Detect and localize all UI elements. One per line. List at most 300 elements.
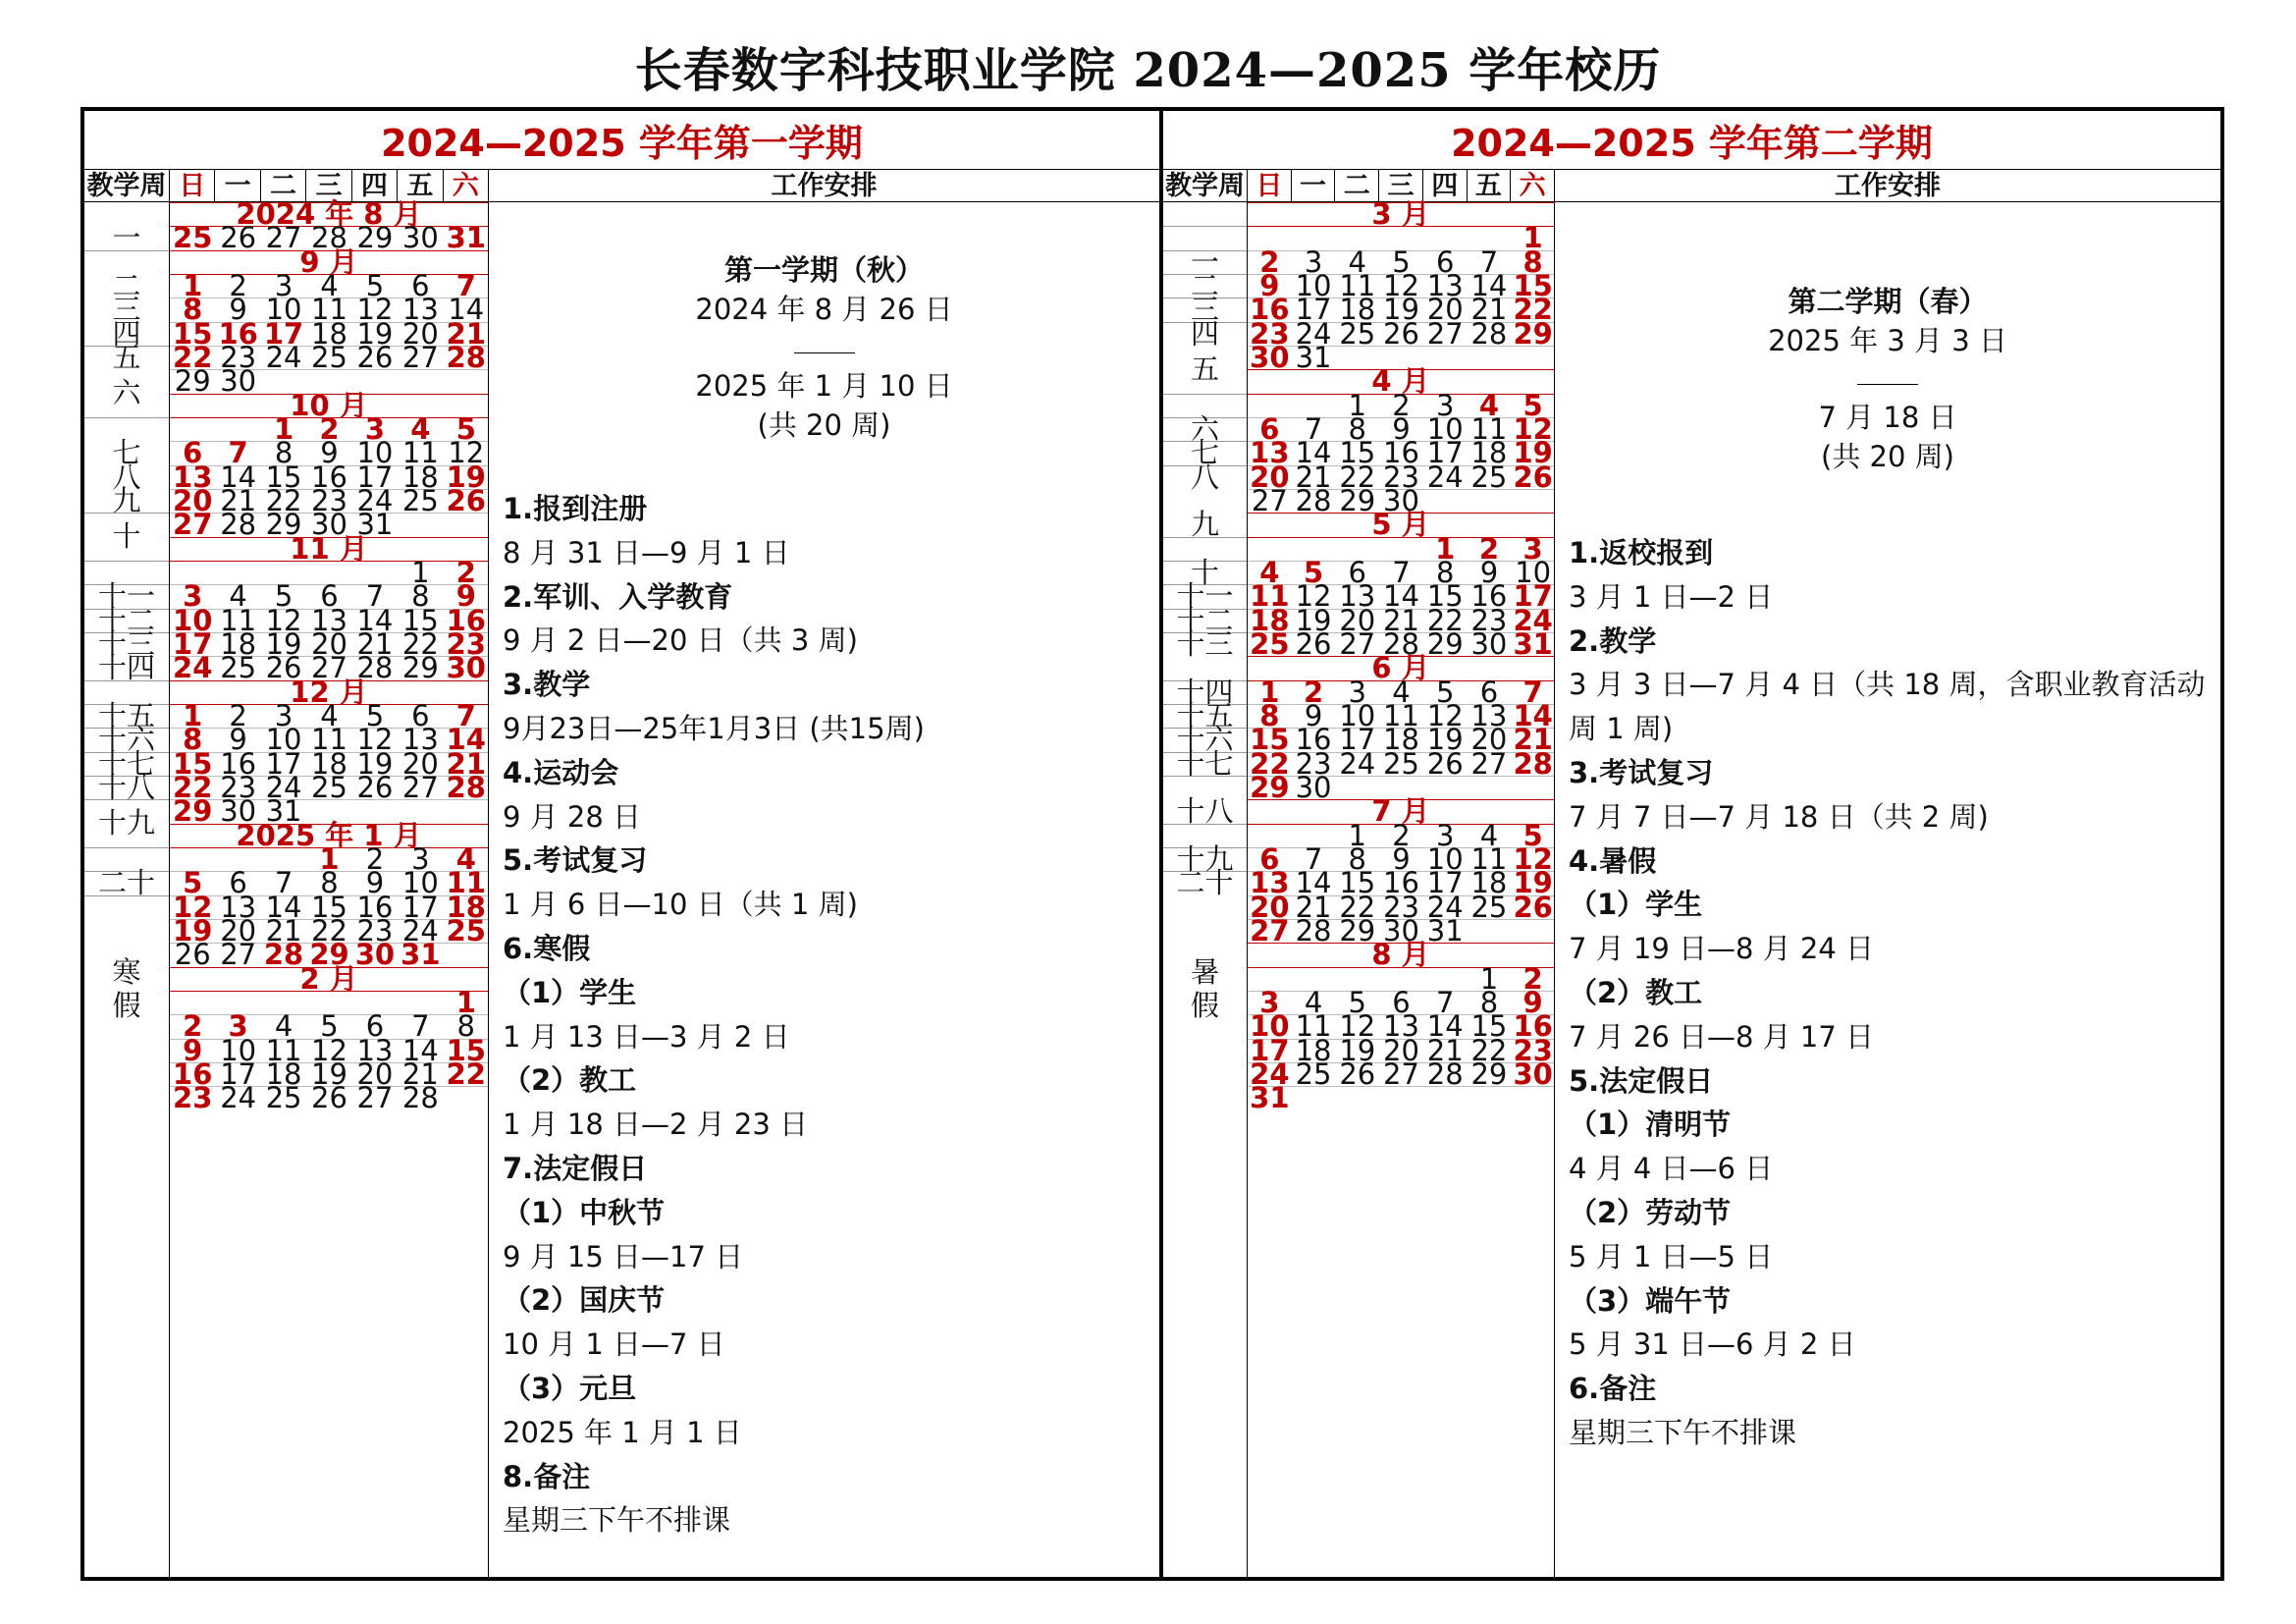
week-label: 二十 xyxy=(1176,866,1234,900)
day-cell: 28 xyxy=(1295,483,1332,517)
day-cell: 17 xyxy=(1295,293,1332,327)
day-cell: 31 xyxy=(356,508,394,542)
day-cell: 21 xyxy=(1383,603,1419,637)
day-cell: 25 xyxy=(1339,316,1376,351)
day-cell: 26 xyxy=(446,483,486,517)
day-cell: 19 xyxy=(1383,293,1419,327)
header-day-5: 五 xyxy=(398,170,443,202)
day-cell: 26 xyxy=(311,1081,347,1115)
term-dash xyxy=(794,352,855,353)
week-label: 十九 xyxy=(1176,841,1234,876)
day-cell: 8 xyxy=(411,579,430,614)
day-cell: 5 xyxy=(365,698,385,732)
header-work-label: 工作安排 xyxy=(489,170,1159,202)
day-cell: 22 xyxy=(1470,1033,1508,1067)
week-label: 六 xyxy=(112,376,141,410)
week-label: 十 xyxy=(1190,555,1219,589)
day-cell: 21 xyxy=(356,626,394,661)
day-cell: 3 xyxy=(364,411,386,446)
day-cell: 27 xyxy=(401,340,439,374)
day-cell: 2 xyxy=(1392,818,1411,852)
day-cell: 2 xyxy=(183,1009,203,1044)
day-cell: 17 xyxy=(1339,723,1376,757)
work-item: 10 月 1 日—7 日 xyxy=(503,1327,725,1362)
day-cell: 27 xyxy=(356,1081,394,1115)
day-cell: 7 xyxy=(1304,841,1323,876)
work-item: 1 月 6 日—10 日（共 1 周) xyxy=(503,888,858,922)
vacation-label xyxy=(84,955,169,1022)
day-cell: 11 xyxy=(401,436,439,470)
day-cell: 17 xyxy=(220,1056,257,1091)
day-cell: 28 xyxy=(1513,746,1553,781)
day-cell: 25 xyxy=(1470,890,1508,924)
day-cell: 28 xyxy=(1426,1056,1464,1091)
week-label: 二十 xyxy=(97,866,155,900)
day-cell: 7 xyxy=(1392,555,1411,589)
day-cell: 4 xyxy=(1478,388,1500,422)
day-cell: 26 xyxy=(1513,890,1553,924)
day-cell: 14 xyxy=(1383,579,1419,614)
day-cell: 13 xyxy=(1339,579,1376,614)
day-cell: 27 xyxy=(1250,913,1290,947)
semester-2-title: 2024—2025 学年第二学期 xyxy=(1163,111,2220,170)
day-cell: 3 xyxy=(274,268,294,302)
day-cell: 13 xyxy=(1426,268,1464,302)
month-label: 4 月 xyxy=(1371,364,1430,399)
day-cell: 8 xyxy=(1522,244,1543,279)
day-cell: 14 xyxy=(1426,1009,1464,1044)
day-cell: 6 xyxy=(1435,244,1455,279)
day-cell: 31 xyxy=(1295,340,1332,374)
day-cell: 25 xyxy=(1295,1056,1332,1091)
day-cell: 16 xyxy=(1383,436,1419,470)
day-cell: 31 xyxy=(265,794,302,829)
header-day-3: 三 xyxy=(306,170,351,202)
vacation-char: 暑 xyxy=(1190,954,1219,989)
day-cell: 9 xyxy=(1522,985,1543,1019)
day-cell: 17 xyxy=(173,626,213,661)
week-row-line xyxy=(1163,394,1247,395)
calendar-grid xyxy=(170,197,489,1577)
day-cell: 6 xyxy=(411,698,430,732)
semester-2-panel xyxy=(1163,111,2220,1577)
day-cell: 14 xyxy=(220,460,257,494)
week-label: 十五 xyxy=(97,698,155,732)
day-cell: 5 xyxy=(1522,388,1543,422)
day-cell: 1 xyxy=(1348,388,1366,422)
day-cell: 13 xyxy=(401,723,439,757)
day-cell: 18 xyxy=(446,890,486,924)
day-cell: 22 xyxy=(265,483,302,517)
day-cell: 10 xyxy=(1426,411,1464,446)
semester-1-panel xyxy=(84,111,1159,1577)
day-cell: 17 xyxy=(1250,1033,1290,1067)
header-day-6: 六 xyxy=(1511,170,1555,202)
day-cell: 19 xyxy=(311,1056,347,1091)
work-item: 4 月 4 日—6 日 xyxy=(1569,1152,1774,1186)
work-item: 9 月 28 日 xyxy=(503,799,642,834)
day-cell: 18 xyxy=(220,626,257,661)
day-cell: 12 xyxy=(1339,1009,1376,1044)
day-cell: 10 xyxy=(265,723,302,757)
day-cell: 15 xyxy=(265,460,302,494)
day-cell: 6 xyxy=(365,1009,385,1044)
day-cell: 27 xyxy=(265,221,302,255)
day-cell: 10 xyxy=(265,293,302,327)
page-title: 长春数字科技职业学院 2024—2025 学年校历 xyxy=(634,43,1662,98)
day-cell: 16 xyxy=(356,890,394,924)
day-cell: 12 xyxy=(173,890,213,924)
work-item: 7 月 26 日—8 月 17 日 xyxy=(1569,1019,1875,1054)
day-cell: 19 xyxy=(1513,866,1553,900)
header-day-1: 一 xyxy=(1292,170,1336,202)
day-cell: 23 xyxy=(1295,746,1332,781)
day-cell: 30 xyxy=(1383,483,1419,517)
day-cell: 13 xyxy=(1250,436,1290,470)
day-cell: 18 xyxy=(1470,866,1508,900)
day-cell: 5 xyxy=(365,268,385,302)
day-cell: 27 xyxy=(1470,746,1508,781)
day-cell: 2 xyxy=(1522,961,1543,996)
day-cell: 7 xyxy=(455,268,476,302)
day-cell: 30 xyxy=(1513,1056,1553,1091)
day-cell: 13 xyxy=(1470,698,1508,732)
day-cell: 12 xyxy=(356,723,394,757)
day-cell: 24 xyxy=(1513,603,1553,637)
week-label: 十三 xyxy=(97,626,155,661)
day-cell: 15 xyxy=(173,316,213,351)
day-cell: 4 xyxy=(274,1009,294,1044)
work-item: （1）清明节 xyxy=(1569,1108,1732,1142)
day-cell: 6 xyxy=(1479,675,1499,709)
day-cell: 5 xyxy=(274,579,294,614)
week-label: 十七 xyxy=(1176,746,1234,781)
day-cell: 14 xyxy=(356,603,394,637)
work-item: （3）元旦 xyxy=(503,1372,637,1405)
day-cell: 4 xyxy=(410,411,431,446)
day-cell: 24 xyxy=(265,340,302,374)
header-day-5: 五 xyxy=(1468,170,1512,202)
day-cell: 21 xyxy=(1426,1033,1464,1067)
day-cell: 8 xyxy=(456,1009,475,1044)
week-row-line xyxy=(84,847,169,848)
day-cell: 3 xyxy=(1348,675,1366,709)
work-item: 5.考试复习 xyxy=(503,843,648,878)
day-cell: 28 xyxy=(1295,913,1332,947)
day-cell: 25 xyxy=(401,483,439,517)
day-cell: 15 xyxy=(173,746,213,781)
day-cell: 8 xyxy=(1479,985,1499,1019)
day-cell: 19 xyxy=(446,460,486,494)
day-cell: 24 xyxy=(265,770,302,804)
day-cell: 23 xyxy=(1383,890,1419,924)
day-cell: 1 xyxy=(319,841,340,876)
day-cell: 28 xyxy=(401,1081,439,1115)
day-cell: 24 xyxy=(1339,746,1376,781)
header-week-label: 教学周 xyxy=(1163,170,1248,202)
day-cell: 28 xyxy=(1470,316,1508,351)
day-cell: 8 xyxy=(320,866,339,900)
day-cell: 4 xyxy=(1392,675,1411,709)
day-cell: 17 xyxy=(1426,436,1464,470)
day-cell: 1 xyxy=(455,985,476,1019)
month-label: 10 月 xyxy=(290,388,368,422)
day-cell: 14 xyxy=(401,1033,439,1067)
day-cell: 16 xyxy=(173,1056,213,1091)
work-item: （2）劳动节 xyxy=(1569,1196,1732,1229)
day-cell: 2 xyxy=(1478,531,1500,566)
day-cell: 3 xyxy=(183,579,203,614)
day-cell: 28 xyxy=(263,938,304,972)
day-cell: 13 xyxy=(401,293,439,327)
work-item: 5 月 31 日—6 月 2 日 xyxy=(1569,1327,1856,1362)
month-label: 2024 年 8 月 xyxy=(236,197,422,231)
day-cell: 27 xyxy=(401,770,439,804)
day-cell: 8 xyxy=(274,436,294,470)
day-cell: 1 xyxy=(1435,531,1456,566)
day-cell: 10 xyxy=(1426,841,1464,876)
day-cell: 23 xyxy=(1383,460,1419,494)
header-day-3: 三 xyxy=(1379,170,1423,202)
day-cell: 2 xyxy=(1259,244,1280,279)
header-day-0: 日 xyxy=(1248,170,1292,202)
day-cell: 21 xyxy=(401,1056,439,1091)
day-cell: 21 xyxy=(220,483,257,517)
day-cell: 19 xyxy=(356,746,394,781)
week-label: 四 xyxy=(1190,316,1219,351)
day-cell: 24 xyxy=(1426,460,1464,494)
day-cell: 11 xyxy=(311,293,347,327)
day-cell: 7 xyxy=(411,1009,430,1044)
day-cell: 6 xyxy=(411,268,430,302)
header-day-2: 二 xyxy=(1335,170,1379,202)
term-heading: 第一学期（秋） xyxy=(723,253,924,287)
day-cell: 26 xyxy=(1426,746,1464,781)
day-cell: 7 xyxy=(228,436,248,470)
day-cell: 15 xyxy=(1250,723,1290,757)
day-cell: 21 xyxy=(1513,723,1553,757)
day-cell: 7 xyxy=(1522,675,1543,709)
day-cell: 9 xyxy=(365,866,385,900)
day-cell: 27 xyxy=(1383,1056,1419,1091)
day-cell: 30 xyxy=(311,508,347,542)
term-start: 2024 年 8 月 26 日 xyxy=(695,293,953,326)
day-cell: 25 xyxy=(265,1081,302,1115)
month-label: 11 月 xyxy=(290,531,368,566)
day-cell: 10 xyxy=(1515,555,1552,589)
day-cell: 2 xyxy=(319,411,340,446)
day-cell: 8 xyxy=(183,723,203,757)
day-cell: 11 xyxy=(1383,698,1419,732)
day-cell: 11 xyxy=(1295,1009,1332,1044)
work-item: （1）学生 xyxy=(503,975,637,1009)
work-item: （2）教工 xyxy=(1569,976,1703,1009)
day-cell: 21 xyxy=(446,746,486,781)
day-cell: 21 xyxy=(1295,460,1332,494)
work-item: （2）教工 xyxy=(503,1063,637,1098)
day-cell: 11 xyxy=(265,1033,302,1067)
day-cell: 16 xyxy=(311,460,347,494)
term-heading: 第二学期（春） xyxy=(1788,285,1988,318)
day-cell: 25 xyxy=(311,770,347,804)
day-cell: 4 xyxy=(320,698,339,732)
day-cell: 23 xyxy=(1513,1033,1553,1067)
day-cell: 2 xyxy=(1392,388,1411,422)
day-cell: 26 xyxy=(356,770,394,804)
day-cell: 30 xyxy=(446,651,486,685)
header-day-6: 六 xyxy=(444,170,489,202)
week-label: 十 xyxy=(112,519,141,554)
day-cell: 3 xyxy=(1435,818,1455,852)
term-end: 2025 年 1 月 10 日 xyxy=(695,369,953,403)
day-cell: 9 xyxy=(1392,841,1411,876)
day-cell: 26 xyxy=(1339,1056,1376,1091)
week-label: 十二 xyxy=(1176,603,1234,637)
day-cell: 24 xyxy=(220,1081,257,1115)
week-label: 三 xyxy=(1190,293,1219,327)
day-cell: 6 xyxy=(1259,411,1280,446)
day-cell: 14 xyxy=(265,890,302,924)
day-cell: 31 xyxy=(400,938,441,972)
day-cell: 15 xyxy=(1513,268,1553,302)
week-label: 七 xyxy=(112,436,141,470)
day-cell: 13 xyxy=(173,460,213,494)
day-cell: 12 xyxy=(1383,268,1419,302)
day-cell: 8 xyxy=(1259,698,1280,732)
day-cell: 17 xyxy=(1426,866,1464,900)
work-item: （1）学生 xyxy=(1569,888,1703,922)
day-cell: 9 xyxy=(1479,555,1499,589)
day-cell: 12 xyxy=(1426,698,1464,732)
work-item: 5 月 1 日—5 日 xyxy=(1569,1239,1774,1273)
day-cell: 25 xyxy=(220,651,257,685)
day-cell: 23 xyxy=(173,1081,213,1115)
day-cell: 11 xyxy=(1339,268,1376,302)
day-cell: 15 xyxy=(1339,436,1376,470)
day-cell: 12 xyxy=(356,293,394,327)
day-cell: 4 xyxy=(1348,244,1366,279)
header-day-0: 日 xyxy=(170,170,215,202)
day-cell: 4 xyxy=(455,841,476,876)
day-cell: 30 xyxy=(401,221,439,255)
day-cell: 5 xyxy=(1348,985,1366,1019)
day-cell: 26 xyxy=(1383,316,1419,351)
day-cell: 5 xyxy=(1392,244,1411,279)
day-cell: 1 xyxy=(1522,221,1543,255)
month-label: 3 月 xyxy=(1371,197,1430,231)
day-cell: 22 xyxy=(1339,460,1376,494)
day-cell: 20 xyxy=(1250,460,1290,494)
day-cell: 12 xyxy=(265,603,302,637)
day-cell: 13 xyxy=(356,1033,394,1067)
week-label: 十六 xyxy=(1176,723,1234,757)
header-day-1: 一 xyxy=(215,170,260,202)
day-cell: 31 xyxy=(446,221,486,255)
day-cell: 7 xyxy=(365,579,385,614)
day-cell: 1 xyxy=(1479,961,1499,996)
work-item: 4.运动会 xyxy=(503,755,619,789)
day-cell: 16 xyxy=(1250,293,1290,327)
day-cell: 4 xyxy=(1304,985,1323,1019)
week-column xyxy=(1163,202,1248,1577)
day-cell: 28 xyxy=(220,508,257,542)
day-cell: 30 xyxy=(220,794,257,829)
day-cell: 29 xyxy=(1339,913,1376,947)
day-cell: 23 xyxy=(220,770,257,804)
day-cell: 21 xyxy=(265,913,302,947)
day-cell: 27 xyxy=(311,651,347,685)
day-cell: 30 xyxy=(1470,626,1508,661)
day-cell: 25 xyxy=(311,340,347,374)
day-cell: 27 xyxy=(1426,316,1464,351)
day-cell: 26 xyxy=(356,340,394,374)
term-start: 2025 年 3 月 3 日 xyxy=(1768,324,2007,357)
day-cell: 23 xyxy=(446,626,486,661)
work-item: 6.备注 xyxy=(1569,1372,1657,1406)
day-cell: 6 xyxy=(1259,841,1280,876)
week-label: 八 xyxy=(1190,460,1219,494)
day-cell: 9 xyxy=(1304,698,1323,732)
day-cell: 20 xyxy=(1339,603,1376,637)
day-cell: 24 xyxy=(173,651,213,685)
term-total: (共 20 周) xyxy=(1821,440,1954,473)
week-label: 十一 xyxy=(97,579,155,614)
work-item: （3）端午节 xyxy=(1569,1283,1732,1318)
day-cell: 2 xyxy=(1303,675,1324,709)
day-cell: 3 xyxy=(1522,531,1543,566)
work-item: 5.法定假日 xyxy=(1569,1063,1714,1098)
day-cell: 11 xyxy=(446,866,486,900)
day-cell: 9 xyxy=(229,723,247,757)
day-cell: 15 xyxy=(401,603,439,637)
day-cell: 11 xyxy=(1470,841,1508,876)
day-cell: 12 xyxy=(1513,841,1553,876)
day-cell: 18 xyxy=(1295,1033,1332,1067)
work-item: 1.报到注册 xyxy=(503,492,648,525)
week-label: 六 xyxy=(1190,411,1219,446)
week-label: 九 xyxy=(112,483,141,517)
day-cell: 22 xyxy=(173,340,213,374)
work-item: 1.返校报到 xyxy=(1569,536,1714,569)
month-label: 5 月 xyxy=(1371,508,1430,542)
day-cell: 14 xyxy=(1513,698,1553,732)
day-cell: 16 xyxy=(1470,579,1508,614)
day-cell: 1 xyxy=(183,268,203,302)
semester-1-title: 2024—2025 学年第一学期 xyxy=(84,111,1159,170)
work-item: 星期三下午不排课 xyxy=(503,1503,731,1538)
work-item: 2025 年 1 月 1 日 xyxy=(503,1415,742,1449)
day-cell: 18 xyxy=(1470,436,1508,470)
day-cell: 5 xyxy=(1303,555,1324,589)
day-cell: 28 xyxy=(1383,626,1419,661)
day-cell: 18 xyxy=(311,746,347,781)
day-cell: 29 xyxy=(1513,316,1553,351)
day-cell: 18 xyxy=(265,1056,302,1091)
work-item: 9 月 15 日—17 日 xyxy=(503,1239,744,1273)
work-item: 4.暑假 xyxy=(1569,843,1657,878)
day-cell: 15 xyxy=(1470,1009,1508,1044)
month-label: 9 月 xyxy=(299,244,358,279)
work-item: 7 月 7 日—7 月 18 日（共 2 周) xyxy=(1569,799,1989,834)
day-cell: 27 xyxy=(1251,483,1288,517)
week-label: 十六 xyxy=(97,723,155,757)
day-cell: 29 xyxy=(1426,626,1464,661)
week-label: 一 xyxy=(1190,244,1219,279)
day-cell: 17 xyxy=(265,746,302,781)
work-item: （1）中秋节 xyxy=(503,1195,666,1229)
work-item: 星期三下午不排课 xyxy=(1569,1416,1797,1449)
day-cell: 23 xyxy=(1470,603,1508,637)
